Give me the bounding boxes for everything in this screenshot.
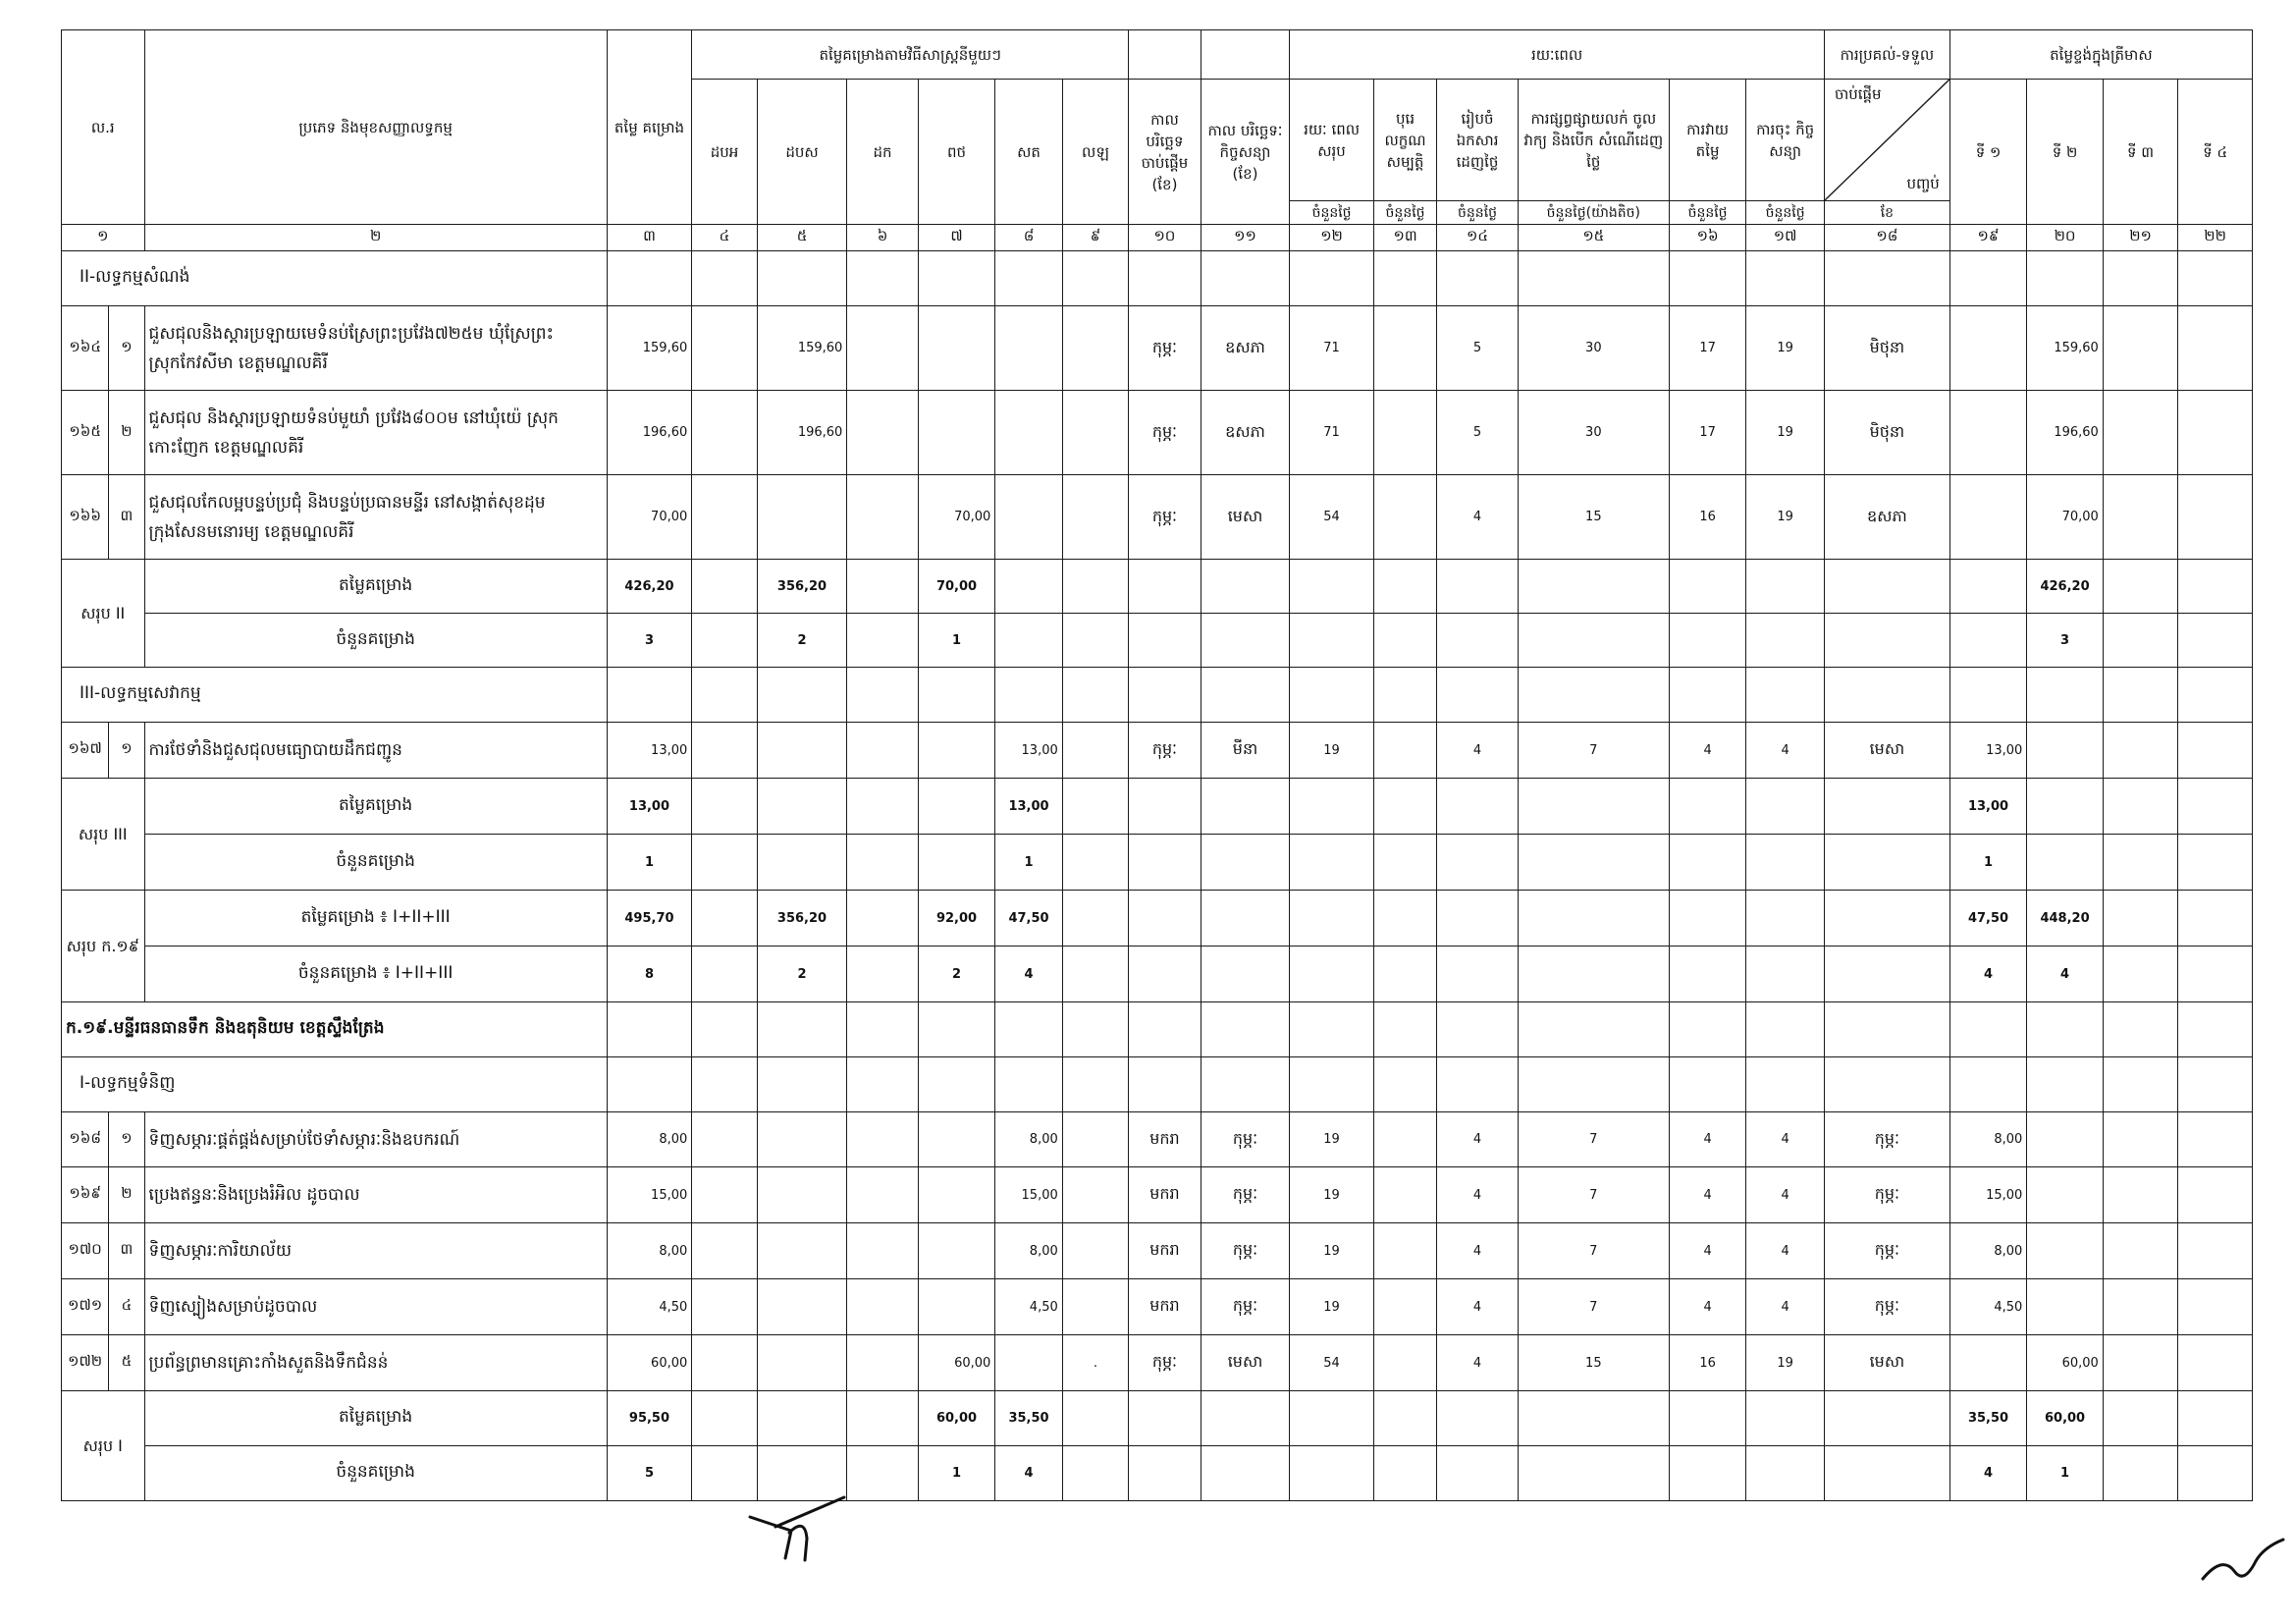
col-num: ៥ (757, 225, 847, 251)
row-sign-days: 4 (1746, 1112, 1825, 1167)
row-number: ១៦៤ (62, 306, 109, 391)
row-dot-mark: . (1062, 1335, 1128, 1391)
row-start-month: កុម្ភៈ (1129, 391, 1201, 475)
row-sign-days: 4 (1746, 1279, 1825, 1335)
summary-quarter-value: 3 (2027, 614, 2104, 668)
summary-count-label: ចំនួនគម្រោង (144, 835, 607, 891)
row-total-days: 19 (1290, 1112, 1374, 1167)
row-number: ១៦៩ (62, 1167, 109, 1223)
summary-row (62, 779, 2253, 835)
row-advertise-days: 7 (1518, 1279, 1669, 1335)
summary-method-value: 356,20 (757, 560, 847, 614)
row-quarter-value: 159,60 (2027, 306, 2104, 391)
unit-days: ចំនួនថ្ងៃ (1669, 201, 1746, 225)
row-start-month: កុម្ភៈ (1129, 1335, 1201, 1391)
header-description: ប្រភេទ និងមុខសញ្ញាលទ្ធកម្ម (144, 30, 607, 225)
row-method-value: 196,60 (757, 391, 847, 475)
col-num: ៤ (692, 225, 757, 251)
header-method-6: លឡ (1062, 80, 1128, 225)
row-total: 13,00 (607, 723, 692, 779)
section-title: III-លទ្ធកម្មសេវាកម្ម (62, 668, 608, 723)
row-description: ទិញស្បៀងសម្រាប់ដូចបាល (144, 1279, 607, 1335)
row-delivery-month: កុម្ភៈ (1824, 1279, 1949, 1335)
row-advertise-days: 7 (1518, 1167, 1669, 1223)
col-num: ៧ (918, 225, 995, 251)
header-blank-b (1201, 30, 1290, 80)
col-num: ២១ (2103, 225, 2178, 251)
row-start-month: មករា (1129, 1279, 1201, 1335)
summary-quarter-value: 47,50 (1949, 891, 2027, 947)
summary-row (62, 614, 2253, 668)
header-method-1: ដបអ (692, 80, 757, 225)
header-quarter-1: ទី ១ (1949, 80, 2027, 225)
row-docs-days: 4 (1437, 723, 1519, 779)
row-method-value: 8,00 (995, 1223, 1062, 1279)
row-subnumber: ២ (109, 391, 144, 475)
summary-method-value: 70,00 (918, 560, 995, 614)
row-subnumber: ១ (109, 1112, 144, 1167)
row-description: ជួសជុលនិងស្តារប្រឡាយមេទំនប់ស្រែព្រះប្រវែង៧២៥ម ឃុំស្រែព្រះ ស្រុកកែវសីមា ខេត្តមណ្ឌលគិរី (144, 306, 607, 391)
row-quarter-value: 70,00 (2027, 475, 2104, 560)
summary-quarter-value: 426,20 (2027, 560, 2104, 614)
header-start: ចាប់ផ្តើម (1834, 85, 1882, 103)
procurement-plan-table (61, 29, 2253, 1501)
summary-quarter-value: 448,20 (2027, 891, 2104, 947)
summary-method-value: 60,00 (918, 1391, 995, 1446)
table-row (62, 306, 2253, 391)
row-number: ១៦៧ (62, 723, 109, 779)
row-delivery-month: មិថុនា (1824, 391, 1949, 475)
header-quarter-group: តម្លៃខ្ទង់ក្នុងត្រីមាស (1949, 30, 2252, 80)
col-num: ២០ (2027, 225, 2104, 251)
table-row (62, 1335, 2253, 1391)
header-quarter-3: ទី ៣ (2103, 80, 2178, 225)
header-quarter-4: ទី ៤ (2178, 80, 2253, 225)
row-start-month: មករា (1129, 1112, 1201, 1167)
row-docs-days: 4 (1437, 1279, 1519, 1335)
header-method-group: តម្លៃគម្រោងតាមវិធីសាស្ត្រនីមួយៗ (692, 30, 1129, 80)
summary-method-value: 35,50 (995, 1391, 1062, 1446)
row-contract-month: មេសា (1201, 1335, 1290, 1391)
col-num: ១៣ (1373, 225, 1436, 251)
summary-quarter-value: 35,50 (1949, 1391, 2027, 1446)
section-row (62, 1002, 2253, 1057)
row-delivery-month: ឧសភា (1824, 475, 1949, 560)
unit-days: ចំនួនថ្ងៃ (1373, 201, 1436, 225)
col-num: ១៩ (1949, 225, 2027, 251)
section-title: II-លទ្ធកម្មសំណង់ (62, 251, 608, 306)
row-number: ១៦៥ (62, 391, 109, 475)
section-row (62, 668, 2253, 723)
summary-method-value: 13,00 (995, 779, 1062, 835)
summary-total: 13,00 (607, 779, 692, 835)
row-eval-days: 4 (1669, 1279, 1746, 1335)
table-row (62, 1223, 2253, 1279)
row-method-value: 159,60 (757, 306, 847, 391)
summary-quarter-value: 4 (1949, 1446, 2027, 1501)
summary-total: 1 (607, 835, 692, 891)
summary-method-value: 2 (757, 947, 847, 1002)
summary-quarter-value: 4 (2027, 947, 2104, 1002)
summary-method-value: 4 (995, 1446, 1062, 1501)
row-subnumber: ១ (109, 306, 144, 391)
summary-count-label: ចំនួនគម្រោង (144, 614, 607, 668)
row-subnumber: ១ (109, 723, 144, 779)
row-description: ទិញសម្ភារៈផ្គត់ផ្គង់សម្រាប់ថែទាំសម្ភារៈនិងឧបករណ៍ (144, 1112, 607, 1167)
summary-quarter-value: 4 (1949, 947, 2027, 1002)
row-eval-days: 4 (1669, 1112, 1746, 1167)
table-row (62, 1112, 2253, 1167)
row-quarter-value: 4,50 (1949, 1279, 2027, 1335)
header-prepare-docs: រៀបចំ ឯកសារ ដេញថ្លៃ (1437, 80, 1519, 201)
row-docs-days: 5 (1437, 391, 1519, 475)
row-advertise-days: 7 (1518, 1112, 1669, 1167)
row-contract-month: ឧសភា (1201, 306, 1290, 391)
summary-label: សរុប ក.១៩ (62, 891, 145, 1002)
col-num: ១៥ (1518, 225, 1669, 251)
row-description: ប្រព័ន្ធព្រមានគ្រោះកាំងសួតនិងទឹកជំនន់ (144, 1335, 607, 1391)
row-advertise-days: 7 (1518, 1223, 1669, 1279)
row-eval-days: 17 (1669, 306, 1746, 391)
summary-method-value: 92,00 (918, 891, 995, 947)
header-contract-sign: ការចុះ កិច្ចសន្យា (1746, 80, 1825, 201)
row-total-days: 54 (1290, 475, 1374, 560)
header-method-5: សត (995, 80, 1062, 225)
row-advertise-days: 30 (1518, 306, 1669, 391)
row-delivery-month: មេសា (1824, 723, 1949, 779)
header-delivery-group: ការប្រគល់-ទទួល (1824, 30, 1949, 80)
unit-days: ចំនួនថ្ងៃ (1437, 201, 1519, 225)
row-number: ១៧២ (62, 1335, 109, 1391)
row-start-month: កុម្ភៈ (1129, 723, 1201, 779)
row-description: ប្រេងឥន្ធនៈនិងប្រេងរំអិល ដូចបាល (144, 1167, 607, 1223)
header-advertise: ការផ្សព្វផ្សាយលក់ ចូលវាក្យ និងបើក សំណើដេញថ្លៃ (1518, 80, 1669, 201)
summary-cost-label: តម្លៃគម្រោង (144, 560, 607, 614)
row-docs-days: 4 (1437, 1223, 1519, 1279)
col-num: ៦ (847, 225, 918, 251)
table-row (62, 391, 2253, 475)
row-docs-days: 4 (1437, 475, 1519, 560)
row-docs-days: 4 (1437, 1335, 1519, 1391)
unit-month: ខែ (1824, 201, 1949, 225)
col-num: ២២ (2178, 225, 2253, 251)
row-contract-month: មីនា (1201, 723, 1290, 779)
row-method-value: 13,00 (995, 723, 1062, 779)
summary-cost-label: តម្លៃគម្រោង ៖ I+II+III (144, 891, 607, 947)
summary-method-value: 1 (995, 835, 1062, 891)
summary-total: 426,20 (607, 560, 692, 614)
row-advertise-days: 30 (1518, 391, 1669, 475)
row-quarter-value: 8,00 (1949, 1223, 2027, 1279)
row-total-days: 71 (1290, 306, 1374, 391)
row-total: 8,00 (607, 1223, 692, 1279)
row-quarter-value: 196,60 (2027, 391, 2104, 475)
row-total: 8,00 (607, 1112, 692, 1167)
header-no: ល.រ (62, 30, 145, 225)
summary-row (62, 560, 2253, 614)
row-subnumber: ២ (109, 1167, 144, 1223)
summary-count-label: ចំនួនគម្រោង (144, 1446, 607, 1501)
row-total-days: 54 (1290, 1335, 1374, 1391)
header-start-date: កាល បរិច្ឆេទ ចាប់ផ្តើម (ខែ) (1129, 80, 1201, 225)
summary-row (62, 1391, 2253, 1446)
row-description: ជួសជុលកែលម្អបន្ទប់ប្រជុំ និងបន្ទប់ប្រធានមន្ទីរ នៅសង្កាត់សុខដុម ក្រុងសែនមនោរម្យ ខេត្តមណ្ឌលគិរី (144, 475, 607, 560)
summary-cost-label: តម្លៃគម្រោង (144, 779, 607, 835)
row-contract-month: កុម្ភៈ (1201, 1167, 1290, 1223)
summary-row (62, 891, 2253, 947)
department-title: ក.១៩.មន្ទីរធនធានទឹក និងឧតុនិយម ខេត្តស្ទឹងត្រែង (62, 1002, 608, 1057)
row-total-days: 19 (1290, 1223, 1374, 1279)
row-number: ១៧០ (62, 1223, 109, 1279)
header-prequalification: បុរេ លក្ខណ សម្បត្តិ (1373, 80, 1436, 201)
col-num: ៣ (607, 225, 692, 251)
summary-quarter-value: 13,00 (1949, 779, 2027, 835)
row-method-value: 60,00 (918, 1335, 995, 1391)
row-contract-month: កុម្ភៈ (1201, 1112, 1290, 1167)
row-method-value: 70,00 (918, 475, 995, 560)
header-quarter-2: ទី ២ (2027, 80, 2104, 225)
row-eval-days: 4 (1669, 1223, 1746, 1279)
row-eval-days: 16 (1669, 475, 1746, 560)
row-delivery-month: កុម្ភៈ (1824, 1167, 1949, 1223)
summary-total: 8 (607, 947, 692, 1002)
summary-quarter-value: 1 (2027, 1446, 2104, 1501)
summary-quarter-value: 1 (1949, 835, 2027, 891)
summary-total: 3 (607, 614, 692, 668)
row-eval-days: 4 (1669, 723, 1746, 779)
header-total-duration: រយៈ ពេលសរុប (1290, 80, 1374, 201)
row-total: 159,60 (607, 306, 692, 391)
table-row (62, 723, 2253, 779)
row-sign-days: 19 (1746, 1335, 1825, 1391)
row-eval-days: 16 (1669, 1335, 1746, 1391)
row-number: ១៦៦ (62, 475, 109, 560)
header-duration-group: រយៈពេល (1290, 30, 1825, 80)
header-end: បញ្ចប់ (1906, 175, 1940, 192)
row-total-days: 19 (1290, 1167, 1374, 1223)
row-total: 70,00 (607, 475, 692, 560)
row-contract-month: មេសា (1201, 475, 1290, 560)
header-start-end (1824, 80, 1949, 201)
row-start-month: កុម្ភៈ (1129, 306, 1201, 391)
row-number: ១៧១ (62, 1279, 109, 1335)
summary-method-value: 2 (757, 614, 847, 668)
table-row (62, 1167, 2253, 1223)
row-docs-days: 4 (1437, 1112, 1519, 1167)
row-method-value: 8,00 (995, 1112, 1062, 1167)
table-row (62, 1279, 2253, 1335)
header-project-cost: តម្លៃ គម្រោង (607, 30, 692, 225)
section-row (62, 251, 2253, 306)
summary-method-value: 1 (918, 614, 995, 668)
summary-method-value: 2 (918, 947, 995, 1002)
summary-method-value: 4 (995, 947, 1062, 1002)
section-title: I-លទ្ធកម្មទំនិញ (62, 1057, 608, 1112)
row-sign-days: 4 (1746, 1223, 1825, 1279)
row-delivery-month: កុម្ភៈ (1824, 1112, 1949, 1167)
row-delivery-month: មិថុនា (1824, 306, 1949, 391)
column-number-row (62, 225, 2253, 251)
row-sign-days: 19 (1746, 306, 1825, 391)
summary-total: 95,50 (607, 1391, 692, 1446)
row-advertise-days: 7 (1518, 723, 1669, 779)
row-total-days: 19 (1290, 723, 1374, 779)
header-method-2: ដបស (757, 80, 847, 225)
row-description: ទិញសម្ភារៈការិយាល័យ (144, 1223, 607, 1279)
handwritten-initial-mark (746, 1488, 854, 1566)
row-contract-month: ឧសភា (1201, 391, 1290, 475)
row-sign-days: 4 (1746, 723, 1825, 779)
row-quarter-value: 13,00 (1949, 723, 2027, 779)
col-num: ១ (62, 225, 145, 251)
row-docs-days: 5 (1437, 306, 1519, 391)
section-row (62, 1057, 2253, 1112)
col-num: ៨ (995, 225, 1062, 251)
col-num: ១១ (1201, 225, 1290, 251)
summary-label: សរុប I (62, 1391, 145, 1501)
unit-days-min: ចំនួនថ្ងៃ(យ៉ាងតិច) (1518, 201, 1669, 225)
row-quarter-value: 15,00 (1949, 1167, 2027, 1223)
header-method-4: ពថ (918, 80, 995, 225)
row-delivery-month: កុម្ភៈ (1824, 1223, 1949, 1279)
summary-quarter-value: 60,00 (2027, 1391, 2104, 1446)
unit-days: ចំនួនថ្ងៃ (1290, 201, 1374, 225)
row-advertise-days: 15 (1518, 1335, 1669, 1391)
row-contract-month: កុម្ភៈ (1201, 1223, 1290, 1279)
row-advertise-days: 15 (1518, 475, 1669, 560)
header-method-3: ដក (847, 80, 918, 225)
row-number: ១៦៨ (62, 1112, 109, 1167)
summary-method-value: 47,50 (995, 891, 1062, 947)
row-subnumber: ៣ (109, 1223, 144, 1279)
handwritten-signature-mark (2199, 1532, 2287, 1591)
header-blank-a (1129, 30, 1201, 80)
header-contract-date: កាល បរិច្ឆេទៈ កិច្ចសន្យា (ខែ) (1201, 80, 1290, 225)
row-method-value: 15,00 (995, 1167, 1062, 1223)
row-sign-days: 19 (1746, 391, 1825, 475)
table-row (62, 475, 2253, 560)
row-total: 60,00 (607, 1335, 692, 1391)
row-description: ជួសជុល និងស្តារប្រឡាយទំនប់មួយាំ ប្រវែង៨០០ម នៅឃុំយ៉េ ស្រុក កោះញែក ខេត្តមណ្ឌលគិរី (144, 391, 607, 475)
summary-row (62, 1446, 2253, 1501)
row-total-days: 19 (1290, 1279, 1374, 1335)
col-num: ៩ (1062, 225, 1128, 251)
summary-count-label: ចំនួនគម្រោង ៖ I+II+III (144, 947, 607, 1002)
summary-row (62, 947, 2253, 1002)
summary-row (62, 835, 2253, 891)
row-quarter-value: 60,00 (2027, 1335, 2104, 1391)
row-total: 4,50 (607, 1279, 692, 1335)
col-num: ២ (144, 225, 607, 251)
col-num: ១២ (1290, 225, 1374, 251)
col-num: ១៧ (1746, 225, 1825, 251)
summary-method-value: 1 (918, 1446, 995, 1501)
row-total: 15,00 (607, 1167, 692, 1223)
summary-total: 5 (607, 1446, 692, 1501)
row-subnumber: ៥ (109, 1335, 144, 1391)
col-num: ១៦ (1669, 225, 1746, 251)
summary-cost-label: តម្លៃគម្រោង (144, 1391, 607, 1446)
summary-label: សរុប III (62, 779, 145, 891)
row-sign-days: 19 (1746, 475, 1825, 560)
row-start-month: មករា (1129, 1167, 1201, 1223)
row-start-month: មករា (1129, 1223, 1201, 1279)
row-total-days: 71 (1290, 391, 1374, 475)
row-description: ការថែទាំនិងជួសជុលមធ្យោបាយដឹកជញ្ជូន (144, 723, 607, 779)
row-quarter-value: 8,00 (1949, 1112, 2027, 1167)
row-start-month: កុម្ភៈ (1129, 475, 1201, 560)
summary-label: សរុប II (62, 560, 145, 668)
col-num: ១៨ (1824, 225, 1949, 251)
row-eval-days: 4 (1669, 1167, 1746, 1223)
col-num: ១០ (1129, 225, 1201, 251)
row-contract-month: កុម្ភៈ (1201, 1279, 1290, 1335)
row-sign-days: 4 (1746, 1167, 1825, 1223)
header-evaluation: ការវាយ តម្លៃ (1669, 80, 1746, 201)
row-method-value: 4,50 (995, 1279, 1062, 1335)
col-num: ១៤ (1437, 225, 1519, 251)
row-docs-days: 4 (1437, 1167, 1519, 1223)
row-delivery-month: មេសា (1824, 1335, 1949, 1391)
row-subnumber: ៣ (109, 475, 144, 560)
row-subnumber: ៤ (109, 1279, 144, 1335)
row-total: 196,60 (607, 391, 692, 475)
summary-total: 495,70 (607, 891, 692, 947)
unit-days: ចំនួនថ្ងៃ (1746, 201, 1825, 225)
row-eval-days: 17 (1669, 391, 1746, 475)
summary-method-value: 356,20 (757, 891, 847, 947)
